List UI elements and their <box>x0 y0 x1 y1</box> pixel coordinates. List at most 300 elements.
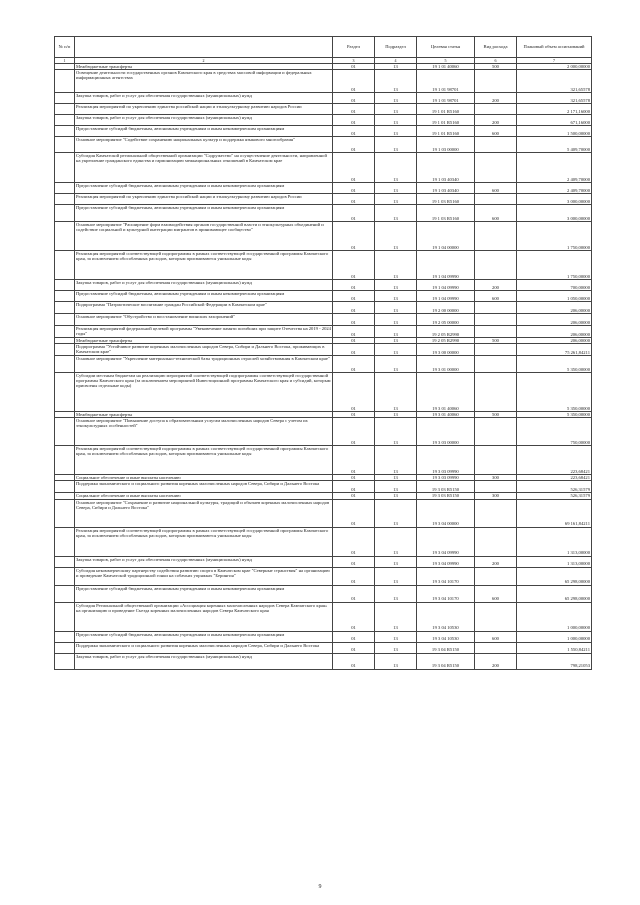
row-amount: 1 750,00000 <box>517 222 592 251</box>
table-row <box>55 373 592 412</box>
row-name: Межбюджетные трансферты <box>75 338 333 344</box>
row-num <box>55 567 75 585</box>
row-num <box>55 314 75 326</box>
row-name: Закупка товаров, работ и услуг для обеспечения государственных (муниципальных) нужд <box>75 93 333 104</box>
row-target-article: 19 3 03 09990 <box>417 446 475 475</box>
row-name: Основное мероприятие "Расширение форм взаимодействия органов государственной власти и этнокультурных объединений и содействие социальной и культурной интеграции мигрантов в принимающее сообщество" <box>75 222 333 251</box>
row-amount: 1 313,00000 <box>517 556 592 567</box>
row-podrazdel: 13 <box>375 356 417 373</box>
table-row <box>55 642 592 653</box>
row-expense-type <box>475 104 517 115</box>
row-podrazdel: 13 <box>375 446 417 475</box>
row-num <box>55 481 75 493</box>
row-name: Предоставление субсидий бюджетным, автономным учреждениям и иным некоммерческим организациям <box>75 291 333 302</box>
row-num <box>55 183 75 194</box>
row-podrazdel: 13 <box>375 104 417 115</box>
row-razdel: 01 <box>333 115 375 126</box>
row-expense-type: 600 <box>475 631 517 642</box>
row-name: Предоставление субсидий бюджетным, автономным учреждениям и иным некоммерческим организациям <box>75 631 333 642</box>
row-podrazdel: 13 <box>375 137 417 153</box>
row-name: Субсидия некоммерческому партнерству содействия развитию спорта в Камчатском крае "Северные странствия" на организацию и проведение Камчатской традиционной гонки на собачьих упряжках "Берингия" <box>75 567 333 585</box>
row-razdel: 01 <box>333 280 375 291</box>
row-expense-type <box>475 326 517 338</box>
row-target-article: 19 1 01 98701 <box>417 93 475 104</box>
row-razdel: 01 <box>333 653 375 669</box>
column-number: 7 <box>517 58 592 64</box>
row-razdel: 01 <box>333 302 375 314</box>
row-target-article: 19 2 05 R2990 <box>417 326 475 338</box>
row-podrazdel: 13 <box>375 194 417 205</box>
table-row <box>55 222 592 251</box>
row-name: Предоставление субсидий бюджетным, автономным учреждениям и иным некоммерческим организациям <box>75 126 333 137</box>
row-razdel: 01 <box>333 291 375 302</box>
row-target-article: 19 1 01 R5160 <box>417 115 475 126</box>
table-row <box>55 70 592 93</box>
row-razdel: 01 <box>333 137 375 153</box>
row-expense-type <box>475 251 517 280</box>
row-num <box>55 291 75 302</box>
row-expense-type <box>475 194 517 205</box>
row-target-article: 19 1 03 R5160 <box>417 194 475 205</box>
row-expense-type <box>475 499 517 527</box>
table-row <box>55 418 592 446</box>
row-expense-type: 600 <box>475 291 517 302</box>
row-name: Поддержка экономического и социального развития коренных малочисленных народов Севера, Сибири и Дальнего Востока <box>75 642 333 653</box>
row-expense-type: 500 <box>475 412 517 418</box>
row-amount: 1 750,00000 <box>517 251 592 280</box>
row-num <box>55 373 75 412</box>
row-podrazdel: 13 <box>375 222 417 251</box>
row-podrazdel: 13 <box>375 602 417 631</box>
row-razdel: 01 <box>333 499 375 527</box>
table-row <box>55 326 592 338</box>
row-name: Закупка товаров, работ и услуг для обеспечения государственных (муниципальных) нужд <box>75 556 333 567</box>
table-row <box>55 205 592 222</box>
row-podrazdel: 13 <box>375 314 417 326</box>
row-amount: 206,00000 <box>517 338 592 344</box>
row-razdel: 01 <box>333 126 375 137</box>
row-target-article: 19 3 04 10530 <box>417 631 475 642</box>
row-razdel: 01 <box>333 338 375 344</box>
row-podrazdel: 13 <box>375 64 417 70</box>
row-podrazdel: 13 <box>375 183 417 194</box>
row-podrazdel: 13 <box>375 481 417 493</box>
row-amount: 5 350,00000 <box>517 412 592 418</box>
row-amount: 750,00000 <box>517 418 592 446</box>
row-num <box>55 93 75 104</box>
row-name: Предоставление субсидий бюджетным, автономным учреждениям и иным некоммерческим организациям <box>75 585 333 602</box>
row-razdel: 01 <box>333 153 375 183</box>
row-podrazdel: 13 <box>375 418 417 446</box>
row-amount: 798,21053 <box>517 653 592 669</box>
header-target-article: Целевая статья <box>417 37 475 58</box>
table-row <box>55 302 592 314</box>
row-num <box>55 222 75 251</box>
row-target-article: 19 3 03 R5150 <box>417 493 475 499</box>
row-expense-type: 300 <box>475 493 517 499</box>
row-name: Закупка товаров, работ и услуг для обеспечения государственных (муниципальных) нужд <box>75 280 333 291</box>
row-expense-type: 200 <box>475 556 517 567</box>
row-target-article: 19 3 04 10170 <box>417 585 475 602</box>
table-row <box>55 356 592 373</box>
row-podrazdel: 13 <box>375 585 417 602</box>
row-podrazdel: 13 <box>375 556 417 567</box>
row-expense-type <box>475 602 517 631</box>
row-razdel: 01 <box>333 412 375 418</box>
row-podrazdel: 13 <box>375 567 417 585</box>
row-target-article: 19 1 03 R5160 <box>417 205 475 222</box>
row-razdel: 01 <box>333 222 375 251</box>
row-target-article: 19 1 03 00000 <box>417 137 475 153</box>
row-razdel: 01 <box>333 481 375 493</box>
row-podrazdel: 13 <box>375 373 417 412</box>
row-target-article: 19 1 04 09990 <box>417 280 475 291</box>
row-expense-type <box>475 222 517 251</box>
column-number: 1 <box>55 58 75 64</box>
row-expense-type <box>475 446 517 475</box>
header-expense-type: Вид расхода <box>475 37 517 58</box>
row-num <box>55 499 75 527</box>
table-row <box>55 481 592 493</box>
table-row <box>55 104 592 115</box>
row-razdel: 01 <box>333 194 375 205</box>
row-name: Реализация мероприятий соответствующей подпрограммы в рамках соответствующей государственной программы Камчатского края, за исключением обособленных расходов, которым присваиваются уникальные коды <box>75 251 333 280</box>
row-expense-type: 500 <box>475 338 517 344</box>
column-number: 4 <box>375 58 417 64</box>
row-razdel: 01 <box>333 104 375 115</box>
table-row <box>55 585 592 602</box>
row-name: Субсидия Региональной общественной организации «Ассоциация коренных малочисленных народов Севера Камчатского края» на организацию и проведение Съезда коренных малочисленных народов Севера Камчатского края <box>75 602 333 631</box>
row-amount: 69 161,84211 <box>517 499 592 527</box>
row-num <box>55 104 75 115</box>
row-razdel: 01 <box>333 356 375 373</box>
row-podrazdel: 13 <box>375 326 417 338</box>
row-podrazdel: 13 <box>375 412 417 418</box>
row-name: Основное мероприятие "Укрепление материально-технической базы традиционных отраслей хозяйствования в Камчатском крае" <box>75 356 333 373</box>
row-amount: 65 298,00000 <box>517 567 592 585</box>
row-podrazdel: 13 <box>375 344 417 356</box>
row-amount: 206,00000 <box>517 302 592 314</box>
row-amount: 321,65578 <box>517 70 592 93</box>
row-podrazdel: 13 <box>375 251 417 280</box>
table-row <box>55 499 592 527</box>
column-number: 2 <box>75 58 333 64</box>
row-num <box>55 418 75 446</box>
row-target-article: 19 1 01 R5160 <box>417 126 475 137</box>
row-expense-type: 600 <box>475 126 517 137</box>
row-target-article: 19 3 04 09990 <box>417 556 475 567</box>
row-razdel: 01 <box>333 205 375 222</box>
row-name: Социальное обеспечение и иные выплаты населению <box>75 475 333 481</box>
row-podrazdel: 13 <box>375 70 417 93</box>
row-target-article: 19 2 05 R2990 <box>417 338 475 344</box>
table-row <box>55 631 592 642</box>
table-row <box>55 93 592 104</box>
row-target-article: 19 1 03 40340 <box>417 183 475 194</box>
row-amount: 223,68421 <box>517 446 592 475</box>
row-target-article: 19 3 04 R5150 <box>417 653 475 669</box>
row-num <box>55 280 75 291</box>
header-name <box>75 37 333 58</box>
row-target-article: 19 3 04 10170 <box>417 567 475 585</box>
row-razdel: 01 <box>333 642 375 653</box>
table-row <box>55 556 592 567</box>
row-razdel: 01 <box>333 93 375 104</box>
row-target-article: 19 3 03 00000 <box>417 418 475 446</box>
row-num <box>55 602 75 631</box>
row-expense-type <box>475 642 517 653</box>
row-razdel: 01 <box>333 567 375 585</box>
row-name: Межбюджетные трансферты <box>75 412 333 418</box>
row-podrazdel: 13 <box>375 493 417 499</box>
row-podrazdel: 13 <box>375 475 417 481</box>
row-expense-type <box>475 314 517 326</box>
row-expense-type: 200 <box>475 280 517 291</box>
row-amount: 3 000,00000 <box>517 205 592 222</box>
row-name: Подпрограмма "Устойчивое развитие коренных малочисленных народов Севера, Сибири и Дальнего Востока, проживающих в Камчатском крае" <box>75 344 333 356</box>
row-razdel: 01 <box>333 585 375 602</box>
row-num <box>55 585 75 602</box>
row-razdel: 01 <box>333 446 375 475</box>
column-number: 6 <box>475 58 517 64</box>
row-razdel: 01 <box>333 493 375 499</box>
row-podrazdel: 13 <box>375 338 417 344</box>
table-row <box>55 291 592 302</box>
row-target-article: 19 3 04 10530 <box>417 602 475 631</box>
row-target-article: 19 1 01 R5160 <box>417 104 475 115</box>
page-number: 9 <box>318 884 322 890</box>
row-expense-type: 300 <box>475 475 517 481</box>
row-podrazdel: 13 <box>375 280 417 291</box>
header-amount: Плановый объем ассигнований <box>517 37 592 58</box>
row-amount: 3 000,00000 <box>517 194 592 205</box>
row-podrazdel: 13 <box>375 653 417 669</box>
row-podrazdel: 13 <box>375 153 417 183</box>
row-amount: 700,00000 <box>517 280 592 291</box>
row-target-article: 19 1 04 00000 <box>417 222 475 251</box>
row-razdel: 01 <box>333 64 375 70</box>
row-podrazdel: 13 <box>375 291 417 302</box>
row-podrazdel: 13 <box>375 115 417 126</box>
row-num <box>55 642 75 653</box>
row-name: Основное мероприятие "Сохранение и развитие национальной культуры, традиций и обычаев коренных малочисленных народов Севера, Сибири и Дальнего Востока" <box>75 499 333 527</box>
row-podrazdel: 13 <box>375 527 417 556</box>
row-razdel: 01 <box>333 602 375 631</box>
row-amount: 1 500,00000 <box>517 126 592 137</box>
table-row <box>55 115 592 126</box>
row-target-article: 19 3 00 00000 <box>417 344 475 356</box>
row-expense-type <box>475 344 517 356</box>
row-amount: 5 350,00000 <box>517 356 592 373</box>
row-target-article: 19 1 01 98701 <box>417 70 475 93</box>
row-expense-type <box>475 481 517 493</box>
row-amount: 2 000,00000 <box>517 64 592 70</box>
table-row <box>55 446 592 475</box>
row-target-article: 19 3 01 40060 <box>417 412 475 418</box>
row-name: Предоставление субсидий бюджетным, автономным учреждениям и иным некоммерческим организациям <box>75 183 333 194</box>
row-num <box>55 326 75 338</box>
row-target-article: 19 2 05 00000 <box>417 314 475 326</box>
row-amount: 1 000,00000 <box>517 602 592 631</box>
row-razdel: 01 <box>333 251 375 280</box>
row-podrazdel: 13 <box>375 126 417 137</box>
row-podrazdel: 13 <box>375 499 417 527</box>
row-razdel: 01 <box>333 344 375 356</box>
row-amount: 1 000,00000 <box>517 631 592 642</box>
row-name: Межбюджетные трансферты <box>75 64 333 70</box>
row-amount: 2 171,16000 <box>517 104 592 115</box>
row-target-article: 19 3 04 00000 <box>417 499 475 527</box>
row-amount: 2 409,70000 <box>517 153 592 183</box>
row-razdel: 01 <box>333 527 375 556</box>
row-name: Субсидия Камчатской региональной общественной организации "Содружество" на осуществление деятельности, направленной на укрепление гражданского единства и гармонизацию межнациональных отношений в Камчатском крае <box>75 153 333 183</box>
table-row <box>55 137 592 153</box>
table-header <box>55 37 592 58</box>
row-num <box>55 251 75 280</box>
row-target-article: 19 1 03 40340 <box>417 153 475 183</box>
row-razdel: 01 <box>333 475 375 481</box>
table-row <box>55 344 592 356</box>
table-row <box>55 602 592 631</box>
row-amount: 1 550,84211 <box>517 642 592 653</box>
row-target-article: 19 1 04 09990 <box>417 291 475 302</box>
row-amount: 1 313,00000 <box>517 527 592 556</box>
row-amount: 223,68421 <box>517 475 592 481</box>
table-row <box>55 567 592 585</box>
row-expense-type: 600 <box>475 183 517 194</box>
table-row <box>55 527 592 556</box>
row-target-article: 19 1 04 09990 <box>417 251 475 280</box>
row-target-article: 19 3 04 R5150 <box>417 642 475 653</box>
row-num <box>55 194 75 205</box>
row-expense-type <box>475 356 517 373</box>
budget-table <box>54 36 592 670</box>
table-row <box>55 194 592 205</box>
row-name: Реализация мероприятий соответствующей подпрограммы в рамках соответствующей государственной программы Камчатского края, за исключением обособленных расходов, которым присваиваются уникальные коды <box>75 446 333 475</box>
column-number: 5 <box>417 58 475 64</box>
row-expense-type: 200 <box>475 93 517 104</box>
row-expense-type: 600 <box>475 585 517 602</box>
table-row <box>55 153 592 183</box>
row-name: Реализация мероприятий соответствующей подпрограммы в рамках соответствующей государственной программы Камчатского края, за исключением обособленных расходов, которым присваиваются уникальные коды <box>75 527 333 556</box>
row-expense-type: 600 <box>475 205 517 222</box>
row-num <box>55 126 75 137</box>
row-name: Подпрограмма "Патриотическое воспитание граждан Российской Федерации в Камчатском крае" <box>75 302 333 314</box>
row-name: Закупка товаров, работ и услуг для обеспечения государственных (муниципальных) нужд <box>75 653 333 669</box>
row-num <box>55 302 75 314</box>
row-razdel: 01 <box>333 556 375 567</box>
table-row <box>55 314 592 326</box>
column-number: 3 <box>333 58 375 64</box>
row-expense-type <box>475 302 517 314</box>
table-body <box>55 64 592 669</box>
row-name: Основное мероприятие "Обустройство и восстановление воинских захоронений" <box>75 314 333 326</box>
row-name: Закупка товаров, работ и услуг для обеспечения государственных (муниципальных) нужд <box>75 115 333 126</box>
row-podrazdel: 13 <box>375 205 417 222</box>
row-num <box>55 205 75 222</box>
row-amount: 526,31579 <box>517 481 592 493</box>
row-name: Субсидии местным бюджетам на реализацию мероприятий соответствующей подпрограммы соответствующей государственной программы Камчатского края (за исключением мероприятий Инвестиционной программы Камчатского края и субсидий, которым присвоены отдельные коды) <box>75 373 333 412</box>
table-row <box>55 183 592 194</box>
row-num <box>55 115 75 126</box>
row-amount: 206,00000 <box>517 314 592 326</box>
row-expense-type <box>475 137 517 153</box>
row-razdel: 01 <box>333 418 375 446</box>
row-num <box>55 153 75 183</box>
row-amount: 75 261,84211 <box>517 344 592 356</box>
row-podrazdel: 13 <box>375 93 417 104</box>
row-expense-type <box>475 373 517 412</box>
row-expense-type: 500 <box>475 64 517 70</box>
row-target-article: 19 3 03 R5150 <box>417 481 475 493</box>
row-amount: 65 298,00000 <box>517 585 592 602</box>
row-num <box>55 556 75 567</box>
row-razdel: 01 <box>333 631 375 642</box>
row-num <box>55 137 75 153</box>
row-amount: 321,65578 <box>517 93 592 104</box>
row-name: Реализация мероприятий по укреплению единства российской нации и этнокультурному развитию народов России <box>75 104 333 115</box>
row-amount: 526,31579 <box>517 493 592 499</box>
row-num <box>55 356 75 373</box>
table-row <box>55 280 592 291</box>
row-num <box>55 653 75 669</box>
header-num: № п/п <box>55 37 75 58</box>
row-expense-type <box>475 153 517 183</box>
row-num <box>55 631 75 642</box>
row-name: Основное мероприятие "Повышение доступа к образовательным услугам малочисленных народов Севера с учетом их этнокультурных особенностей" <box>75 418 333 446</box>
row-name: Основное мероприятие "Содействие сохранению национальных культур и поддержка языкового многообразия" <box>75 137 333 153</box>
row-target-article: 19 1 01 40060 <box>417 64 475 70</box>
row-podrazdel: 13 <box>375 631 417 642</box>
row-razdel: 01 <box>333 373 375 412</box>
row-name: Реализация мероприятий федеральной целевой программы "Увековечение памяти погибших при защите Отечества на 2019 - 2024 годы" <box>76 326 331 337</box>
row-num <box>55 527 75 556</box>
row-expense-type: 200 <box>475 115 517 126</box>
row-razdel: 01 <box>333 70 375 93</box>
row-expense-type: 200 <box>475 653 517 669</box>
row-podrazdel: 13 <box>375 302 417 314</box>
table-row <box>55 653 592 669</box>
row-target-article: 19 3 01 00000 <box>417 356 475 373</box>
row-target-article: 19 2 00 00000 <box>417 302 475 314</box>
row-target-article: 19 3 01 40060 <box>417 373 475 412</box>
row-name: Предоставление субсидий бюджетным, автономным учреждениям и иным некоммерческим организациям <box>75 205 333 222</box>
table-row <box>55 126 592 137</box>
table-row <box>55 251 592 280</box>
row-expense-type <box>475 418 517 446</box>
row-amount: 2 409,70000 <box>517 183 592 194</box>
header-razdel: Раздел <box>333 37 375 58</box>
row-name: Реализация мероприятий по укреплению единства российской нации и этнокультурному развитию народов России <box>75 194 333 205</box>
row-amount: 1 050,00000 <box>517 291 592 302</box>
row-name: Освещение деятельности государственных органов Камчатского края в средствах массовой информации и федеральных информационных агентствах <box>75 70 333 93</box>
row-num <box>55 344 75 356</box>
row-amount: 5 350,00000 <box>517 373 592 412</box>
row-target-article: 19 3 03 09990 <box>417 475 475 481</box>
row-expense-type <box>475 527 517 556</box>
row-razdel: 01 <box>333 314 375 326</box>
row-razdel: 01 <box>333 183 375 194</box>
row-num <box>55 446 75 475</box>
row-podrazdel: 13 <box>375 642 417 653</box>
row-target-article: 19 3 04 09990 <box>417 527 475 556</box>
row-num <box>55 70 75 93</box>
row-amount: 206,00000 <box>517 326 592 338</box>
row-expense-type <box>475 567 517 585</box>
row-expense-type <box>475 70 517 93</box>
row-name: Поддержка экономического и социального развития коренных малочисленных народов Севера, Сибири и Дальнего Востока <box>75 481 333 493</box>
row-razdel: 01 <box>333 326 375 338</box>
